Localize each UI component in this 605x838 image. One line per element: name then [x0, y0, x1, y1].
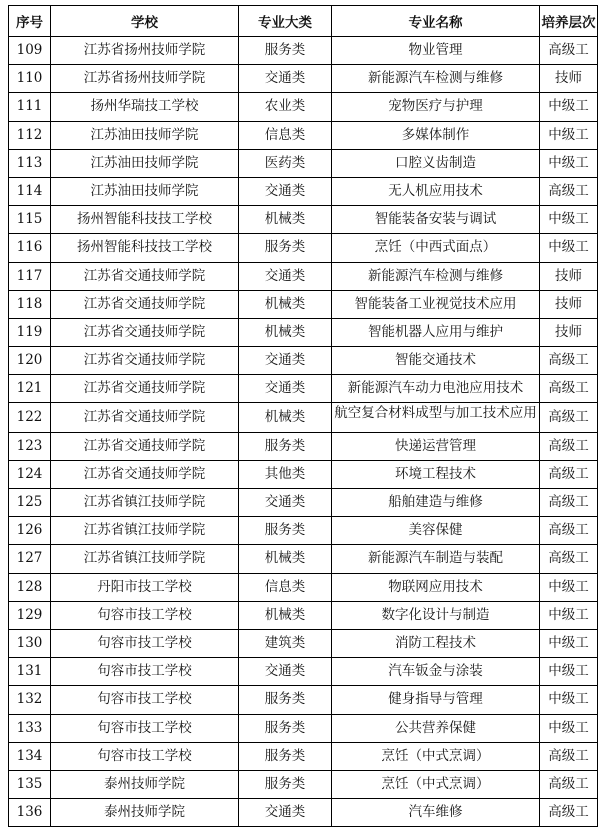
- cell-school: 扬州智能科技技工学校: [51, 206, 239, 234]
- cell-index: 117: [9, 262, 51, 290]
- cell-index: 134: [9, 742, 51, 770]
- header-category: 专业大类: [239, 6, 332, 37]
- cell-school: 泰州技师学院: [51, 799, 239, 827]
- cell-school: 句容市技工学校: [51, 714, 239, 742]
- cell-level: 高级工: [540, 37, 598, 65]
- cell-level: 高级工: [540, 517, 598, 545]
- table-row: [9, 489, 598, 517]
- cell-category: 交通类: [239, 65, 332, 93]
- table-row: [9, 545, 598, 573]
- cell-major: 船舶建造与维修: [332, 489, 540, 517]
- cell-index: 121: [9, 375, 51, 403]
- cell-major: 烹饪（中式烹调）: [332, 742, 540, 770]
- cell-school: 句容市技工学校: [51, 601, 239, 629]
- cell-level: 技师: [540, 65, 598, 93]
- cell-category: 农业类: [239, 93, 332, 121]
- cell-index: 113: [9, 149, 51, 177]
- cell-major: 物联网应用技术: [332, 573, 540, 601]
- cell-major: 消防工程技术: [332, 629, 540, 657]
- cell-major: 美容保健: [332, 517, 540, 545]
- cell-level: 中级工: [540, 121, 598, 149]
- cell-school: 句容市技工学校: [51, 658, 239, 686]
- cell-index: 128: [9, 573, 51, 601]
- cell-level: 高级工: [540, 742, 598, 770]
- cell-level: 中级工: [540, 601, 598, 629]
- cell-category: 服务类: [239, 714, 332, 742]
- table-row: [9, 206, 598, 234]
- table-row: [9, 799, 598, 827]
- cell-level: 中级工: [540, 93, 598, 121]
- cell-major: 新能源汽车动力电池应用技术: [332, 375, 540, 403]
- table-row: [9, 517, 598, 545]
- cell-level: 高级工: [540, 770, 598, 798]
- cell-major: 新能源汽车检测与维修: [332, 65, 540, 93]
- cell-category: 交通类: [239, 375, 332, 403]
- cell-level: 高级工: [540, 375, 598, 403]
- cell-index: 115: [9, 206, 51, 234]
- cell-school: 江苏省扬州技师学院: [51, 37, 239, 65]
- table-row: [9, 742, 598, 770]
- cell-school: 句容市技工学校: [51, 742, 239, 770]
- cell-level: 高级工: [540, 545, 598, 573]
- header-school: 学校: [51, 6, 239, 37]
- cell-category: 服务类: [239, 37, 332, 65]
- cell-index: 119: [9, 318, 51, 346]
- cell-level: 中级工: [540, 206, 598, 234]
- cell-index: 123: [9, 432, 51, 460]
- cell-index: 124: [9, 460, 51, 488]
- cell-major: 智能装备工业视觉技术应用: [332, 290, 540, 318]
- cell-category: 机械类: [239, 545, 332, 573]
- cell-index: 129: [9, 601, 51, 629]
- cell-level: 中级工: [540, 629, 598, 657]
- cell-category: 交通类: [239, 262, 332, 290]
- cell-school: 泰州技师学院: [51, 770, 239, 798]
- cell-category: 交通类: [239, 799, 332, 827]
- cell-school: 江苏省镇江技师学院: [51, 517, 239, 545]
- cell-category: 服务类: [239, 234, 332, 262]
- cell-major: 智能交通技术: [332, 347, 540, 375]
- table-row: [9, 573, 598, 601]
- cell-level: 中级工: [540, 234, 598, 262]
- cell-index: 135: [9, 770, 51, 798]
- cell-index: 130: [9, 629, 51, 657]
- cell-major: 无人机应用技术: [332, 177, 540, 205]
- cell-category: 机械类: [239, 206, 332, 234]
- table-row: [9, 290, 598, 318]
- cell-school: 扬州华瑞技工学校: [51, 93, 239, 121]
- cell-school: 江苏省交通技师学院: [51, 403, 239, 432]
- header-major: 专业名称: [332, 6, 540, 37]
- cell-category: 交通类: [239, 347, 332, 375]
- cell-major: 航空复合材料成型与加工技术应用: [332, 403, 540, 432]
- header-index: 序号: [9, 6, 51, 37]
- cell-level: 中级工: [540, 573, 598, 601]
- cell-index: 127: [9, 545, 51, 573]
- cell-major: 新能源汽车检测与维修: [332, 262, 540, 290]
- cell-category: 服务类: [239, 686, 332, 714]
- table-row: [9, 375, 598, 403]
- cell-index: 109: [9, 37, 51, 65]
- cell-major: 环境工程技术: [332, 460, 540, 488]
- cell-level: 中级工: [540, 686, 598, 714]
- table-row: [9, 347, 598, 375]
- cell-school: 丹阳市技工学校: [51, 573, 239, 601]
- cell-index: 126: [9, 517, 51, 545]
- table-row: [9, 121, 598, 149]
- cell-level: 中级工: [540, 149, 598, 177]
- cell-school: 江苏省交通技师学院: [51, 432, 239, 460]
- table-row: [9, 318, 598, 346]
- cell-major: 烹饪（中西式面点）: [332, 234, 540, 262]
- cell-category: 信息类: [239, 573, 332, 601]
- cell-school: 江苏油田技师学院: [51, 121, 239, 149]
- table-row: [9, 37, 598, 65]
- cell-level: 技师: [540, 318, 598, 346]
- cell-category: 交通类: [239, 489, 332, 517]
- cell-category: 信息类: [239, 121, 332, 149]
- cell-category: 服务类: [239, 742, 332, 770]
- table-row: [9, 770, 598, 798]
- table-row: [9, 177, 598, 205]
- cell-index: 114: [9, 177, 51, 205]
- cell-major: 多媒体制作: [332, 121, 540, 149]
- cell-index: 131: [9, 658, 51, 686]
- cell-level: 技师: [540, 262, 598, 290]
- cell-school: 江苏省交通技师学院: [51, 290, 239, 318]
- cell-category: 服务类: [239, 517, 332, 545]
- cell-index: 120: [9, 347, 51, 375]
- cell-school: 江苏省交通技师学院: [51, 262, 239, 290]
- cell-level: 高级工: [540, 432, 598, 460]
- cell-category: 服务类: [239, 432, 332, 460]
- table-row: [9, 65, 598, 93]
- cell-index: 118: [9, 290, 51, 318]
- table-row: [9, 149, 598, 177]
- cell-major: 公共营养保健: [332, 714, 540, 742]
- cell-category: 交通类: [239, 658, 332, 686]
- cell-category: 医药类: [239, 149, 332, 177]
- cell-level: 高级工: [540, 403, 598, 432]
- cell-major: 智能机器人应用与维护: [332, 318, 540, 346]
- table-header-row: [9, 6, 598, 37]
- header-level: 培养层次: [540, 6, 598, 37]
- cell-index: 125: [9, 489, 51, 517]
- cell-major: 汽车钣金与涂装: [332, 658, 540, 686]
- cell-index: 112: [9, 121, 51, 149]
- cell-level: 中级工: [540, 658, 598, 686]
- cell-school: 江苏省扬州技师学院: [51, 65, 239, 93]
- cell-level: 高级工: [540, 347, 598, 375]
- cell-category: 交通类: [239, 177, 332, 205]
- cell-major: 数字化设计与制造: [332, 601, 540, 629]
- table-row: [9, 686, 598, 714]
- cell-category: 建筑类: [239, 629, 332, 657]
- cell-school: 江苏油田技师学院: [51, 177, 239, 205]
- cell-index: 122: [9, 403, 51, 432]
- table-row: [9, 432, 598, 460]
- cell-school: 江苏省交通技师学院: [51, 375, 239, 403]
- cell-school: 句容市技工学校: [51, 686, 239, 714]
- program-table: [8, 5, 598, 827]
- cell-category: 机械类: [239, 290, 332, 318]
- table-row: [9, 234, 598, 262]
- cell-school: 江苏省镇江技师学院: [51, 489, 239, 517]
- table-row: [9, 629, 598, 657]
- cell-level: 高级工: [540, 177, 598, 205]
- cell-category: 服务类: [239, 770, 332, 798]
- cell-level: 高级工: [540, 489, 598, 517]
- cell-school: 江苏省交通技师学院: [51, 318, 239, 346]
- table-row: [9, 658, 598, 686]
- cell-major: 健身指导与管理: [332, 686, 540, 714]
- cell-level: 高级工: [540, 460, 598, 488]
- cell-index: 116: [9, 234, 51, 262]
- cell-major: 快递运营管理: [332, 432, 540, 460]
- cell-school: 江苏油田技师学院: [51, 149, 239, 177]
- cell-index: 133: [9, 714, 51, 742]
- cell-major: 宠物医疗与护理: [332, 93, 540, 121]
- cell-major: 新能源汽车制造与装配: [332, 545, 540, 573]
- cell-category: 机械类: [239, 318, 332, 346]
- table-body: [9, 37, 598, 827]
- cell-index: 136: [9, 799, 51, 827]
- cell-index: 111: [9, 93, 51, 121]
- cell-school: 江苏省镇江技师学院: [51, 545, 239, 573]
- table-row: [9, 403, 598, 432]
- table-row: [9, 601, 598, 629]
- cell-level: 技师: [540, 290, 598, 318]
- cell-school: 江苏省交通技师学院: [51, 347, 239, 375]
- cell-major: 物业管理: [332, 37, 540, 65]
- cell-major: 口腔义齿制造: [332, 149, 540, 177]
- table-row: [9, 262, 598, 290]
- table-row: [9, 93, 598, 121]
- cell-school: 扬州智能科技技工学校: [51, 234, 239, 262]
- cell-major: 汽车维修: [332, 799, 540, 827]
- cell-school: 江苏省交通技师学院: [51, 460, 239, 488]
- cell-index: 132: [9, 686, 51, 714]
- cell-category: 机械类: [239, 601, 332, 629]
- cell-school: 句容市技工学校: [51, 629, 239, 657]
- table-row: [9, 714, 598, 742]
- cell-level: 中级工: [540, 714, 598, 742]
- cell-major: 烹饪（中式烹调）: [332, 770, 540, 798]
- table-row: [9, 460, 598, 488]
- cell-category: 机械类: [239, 403, 332, 432]
- cell-category: 其他类: [239, 460, 332, 488]
- cell-major: 智能装备安装与调试: [332, 206, 540, 234]
- cell-index: 110: [9, 65, 51, 93]
- cell-level: 高级工: [540, 799, 598, 827]
